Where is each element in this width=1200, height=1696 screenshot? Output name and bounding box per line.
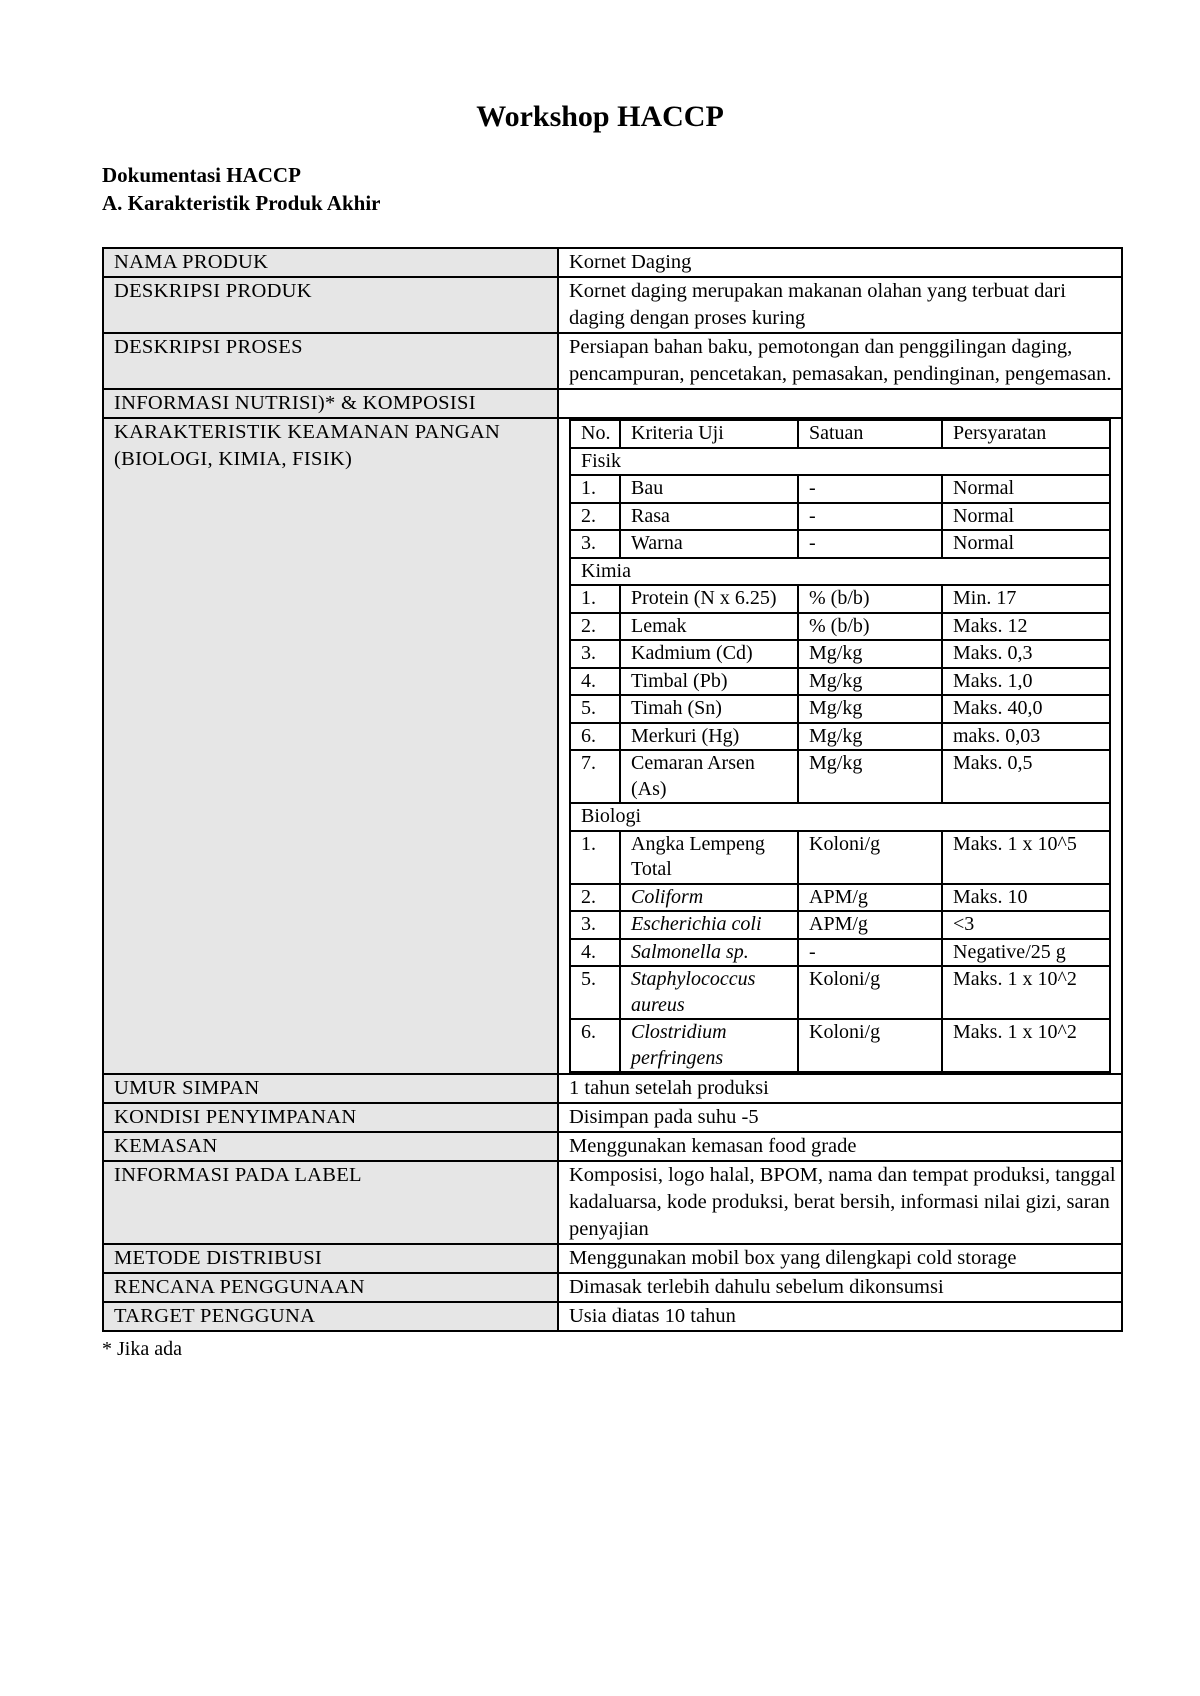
header-requirement: Persyaratan bbox=[942, 420, 1110, 448]
row-value: Disimpan pada suhu -5 bbox=[558, 1103, 1122, 1132]
criteria-requirement: Maks. 10 bbox=[942, 884, 1110, 912]
criteria-unit: Koloni/g bbox=[798, 1019, 942, 1072]
criteria-unit: APM/g bbox=[798, 911, 942, 939]
group-row-biologi bbox=[570, 803, 1110, 831]
group-row-kimia bbox=[570, 558, 1110, 586]
criteria-name: Merkuri (Hg) bbox=[620, 723, 798, 751]
row-value: Persiapan bahan baku, pemotongan dan penggilingan daging, pencampuran, pencetakan, pemasakan, pendinginan, pengemasan. bbox=[558, 333, 1122, 389]
row-label: DESKRIPSI PRODUK bbox=[103, 277, 558, 333]
criteria-unit: % (b/b) bbox=[798, 613, 942, 641]
criteria-no: 5. bbox=[570, 966, 620, 1019]
criteria-no: 3. bbox=[570, 530, 620, 558]
criteria-no: 2. bbox=[570, 884, 620, 912]
criteria-name: Escherichia coli bbox=[620, 911, 798, 939]
criteria-name: Warna bbox=[620, 530, 798, 558]
criteria-name: Timbal (Pb) bbox=[620, 668, 798, 696]
table-row bbox=[103, 277, 1122, 333]
criteria-requirement: Normal bbox=[942, 530, 1110, 558]
criteria-requirement: maks. 0,03 bbox=[942, 723, 1110, 751]
criteria-requirement: Maks. 0,3 bbox=[942, 640, 1110, 668]
criteria-requirement: Normal bbox=[942, 475, 1110, 503]
criteria-no: 3. bbox=[570, 640, 620, 668]
criteria-unit: Koloni/g bbox=[798, 966, 942, 1019]
table-row-safety bbox=[103, 418, 1122, 1074]
criteria-requirement: Maks. 40,0 bbox=[942, 695, 1110, 723]
group-row-fisik bbox=[570, 448, 1110, 476]
criteria-name: Timah (Sn) bbox=[620, 695, 798, 723]
row-value: Dimasak terlebih dahulu sebelum dikonsumsi bbox=[558, 1273, 1122, 1302]
header-no: No. bbox=[570, 420, 620, 448]
criteria-unit: Mg/kg bbox=[798, 695, 942, 723]
criteria-unit: - bbox=[798, 530, 942, 558]
criteria-name: Clostridium perfringens bbox=[620, 1019, 798, 1072]
criteria-name: Lemak bbox=[620, 613, 798, 641]
criteria-unit: - bbox=[798, 475, 942, 503]
criteria-row bbox=[570, 503, 1110, 531]
row-value: 1 tahun setelah produksi bbox=[558, 1074, 1122, 1103]
criteria-row bbox=[570, 884, 1110, 912]
criteria-requirement: Maks. 1 x 10^2 bbox=[942, 966, 1110, 1019]
criteria-unit: Mg/kg bbox=[798, 723, 942, 751]
criteria-no: 6. bbox=[570, 1019, 620, 1072]
safety-criteria-cell bbox=[558, 418, 1122, 1074]
table-row bbox=[103, 1161, 1122, 1244]
table-row bbox=[103, 333, 1122, 389]
criteria-no: 6. bbox=[570, 723, 620, 751]
criteria-name: Cemaran Arsen (As) bbox=[620, 750, 798, 803]
criteria-row bbox=[570, 750, 1110, 803]
criteria-no: 1. bbox=[570, 585, 620, 613]
criteria-name: Staphylococcus aureus bbox=[620, 966, 798, 1019]
criteria-row bbox=[570, 668, 1110, 696]
criteria-requirement: Negative/25 g bbox=[942, 939, 1110, 967]
criteria-unit: % (b/b) bbox=[798, 585, 942, 613]
criteria-row bbox=[570, 831, 1110, 884]
criteria-row bbox=[570, 475, 1110, 503]
header-unit: Satuan bbox=[798, 420, 942, 448]
safety-criteria-table bbox=[569, 419, 1111, 1073]
criteria-no: 5. bbox=[570, 695, 620, 723]
row-label: METODE DISTRIBUSI bbox=[103, 1244, 558, 1273]
criteria-requirement: <3 bbox=[942, 911, 1110, 939]
table-row bbox=[103, 1273, 1122, 1302]
group-label: Biologi bbox=[570, 803, 1110, 831]
criteria-name: Salmonella sp. bbox=[620, 939, 798, 967]
row-value: Komposisi, logo halal, BPOM, nama dan tempat produksi, tanggal kadaluarsa, kode produksi, berat bersih, informasi nilai gizi, saran penyajian bbox=[558, 1161, 1122, 1244]
criteria-unit: Mg/kg bbox=[798, 640, 942, 668]
criteria-unit: - bbox=[798, 939, 942, 967]
criteria-row bbox=[570, 640, 1110, 668]
section-heading: A. Karakteristik Produk Akhir bbox=[102, 191, 381, 215]
table-row bbox=[103, 1103, 1122, 1132]
criteria-no: 1. bbox=[570, 475, 620, 503]
table-row bbox=[103, 1132, 1122, 1161]
group-label: Kimia bbox=[570, 558, 1110, 586]
table-row bbox=[103, 248, 1122, 277]
criteria-name: Bau bbox=[620, 475, 798, 503]
criteria-no: 1. bbox=[570, 831, 620, 884]
table-row bbox=[103, 389, 1122, 418]
criteria-row bbox=[570, 585, 1110, 613]
criteria-unit: Koloni/g bbox=[798, 831, 942, 884]
criteria-row bbox=[570, 723, 1110, 751]
criteria-unit: APM/g bbox=[798, 884, 942, 912]
row-label: INFORMASI PADA LABEL bbox=[103, 1161, 558, 1244]
criteria-requirement: Maks. 1,0 bbox=[942, 668, 1110, 696]
row-value bbox=[558, 389, 1122, 418]
row-value: Kornet Daging bbox=[558, 248, 1122, 277]
row-label: DESKRIPSI PROSES bbox=[103, 333, 558, 389]
row-label: RENCANA PENGGUNAAN bbox=[103, 1273, 558, 1302]
footnote: * Jika ada bbox=[102, 1338, 182, 1360]
criteria-requirement: Min. 17 bbox=[942, 585, 1110, 613]
product-characteristics-table bbox=[102, 247, 1123, 1332]
criteria-name: Kadmium (Cd) bbox=[620, 640, 798, 668]
criteria-row bbox=[570, 695, 1110, 723]
criteria-header-row bbox=[570, 420, 1110, 448]
criteria-name: Protein (N x 6.25) bbox=[620, 585, 798, 613]
criteria-name: Rasa bbox=[620, 503, 798, 531]
criteria-requirement: Maks. 1 x 10^2 bbox=[942, 1019, 1110, 1072]
criteria-no: 7. bbox=[570, 750, 620, 803]
criteria-row bbox=[570, 530, 1110, 558]
row-label: UMUR SIMPAN bbox=[103, 1074, 558, 1103]
criteria-row bbox=[570, 1019, 1110, 1072]
document-subtitle: Dokumentasi HACCP bbox=[102, 163, 301, 187]
row-value: Kornet daging merupakan makanan olahan yang terbuat dari daging dengan proses kuring bbox=[558, 277, 1122, 333]
criteria-requirement: Maks. 0,5 bbox=[942, 750, 1110, 803]
criteria-requirement: Maks. 12 bbox=[942, 613, 1110, 641]
criteria-row bbox=[570, 939, 1110, 967]
row-value: Usia diatas 10 tahun bbox=[558, 1302, 1122, 1331]
group-label: Fisik bbox=[570, 448, 1110, 476]
row-label: TARGET PENGGUNA bbox=[103, 1302, 558, 1331]
criteria-unit: - bbox=[798, 503, 942, 531]
criteria-unit: Mg/kg bbox=[798, 668, 942, 696]
table-row bbox=[103, 1244, 1122, 1273]
criteria-unit: Mg/kg bbox=[798, 750, 942, 803]
criteria-name: Angka Lempeng Total bbox=[620, 831, 798, 884]
criteria-row bbox=[570, 613, 1110, 641]
criteria-requirement: Normal bbox=[942, 503, 1110, 531]
criteria-no: 4. bbox=[570, 939, 620, 967]
row-label: KARAKTERISTIK KEAMANAN PANGAN (BIOLOGI, KIMIA, FISIK) bbox=[103, 418, 558, 1074]
row-label: NAMA PRODUK bbox=[103, 248, 558, 277]
row-value: Menggunakan mobil box yang dilengkapi cold storage bbox=[558, 1244, 1122, 1273]
criteria-requirement: Maks. 1 x 10^5 bbox=[942, 831, 1110, 884]
row-label: KONDISI PENYIMPANAN bbox=[103, 1103, 558, 1132]
row-value: Menggunakan kemasan food grade bbox=[558, 1132, 1122, 1161]
criteria-row bbox=[570, 911, 1110, 939]
criteria-no: 3. bbox=[570, 911, 620, 939]
criteria-no: 4. bbox=[570, 668, 620, 696]
criteria-name: Coliform bbox=[620, 884, 798, 912]
row-label: INFORMASI NUTRISI)* & KOMPOSISI bbox=[103, 389, 558, 418]
table-row bbox=[103, 1074, 1122, 1103]
document-title: Workshop HACCP bbox=[476, 100, 724, 133]
header-criteria: Kriteria Uji bbox=[620, 420, 798, 448]
table-row bbox=[103, 1302, 1122, 1331]
row-label: KEMASAN bbox=[103, 1132, 558, 1161]
criteria-no: 2. bbox=[570, 503, 620, 531]
criteria-no: 2. bbox=[570, 613, 620, 641]
criteria-row bbox=[570, 966, 1110, 1019]
